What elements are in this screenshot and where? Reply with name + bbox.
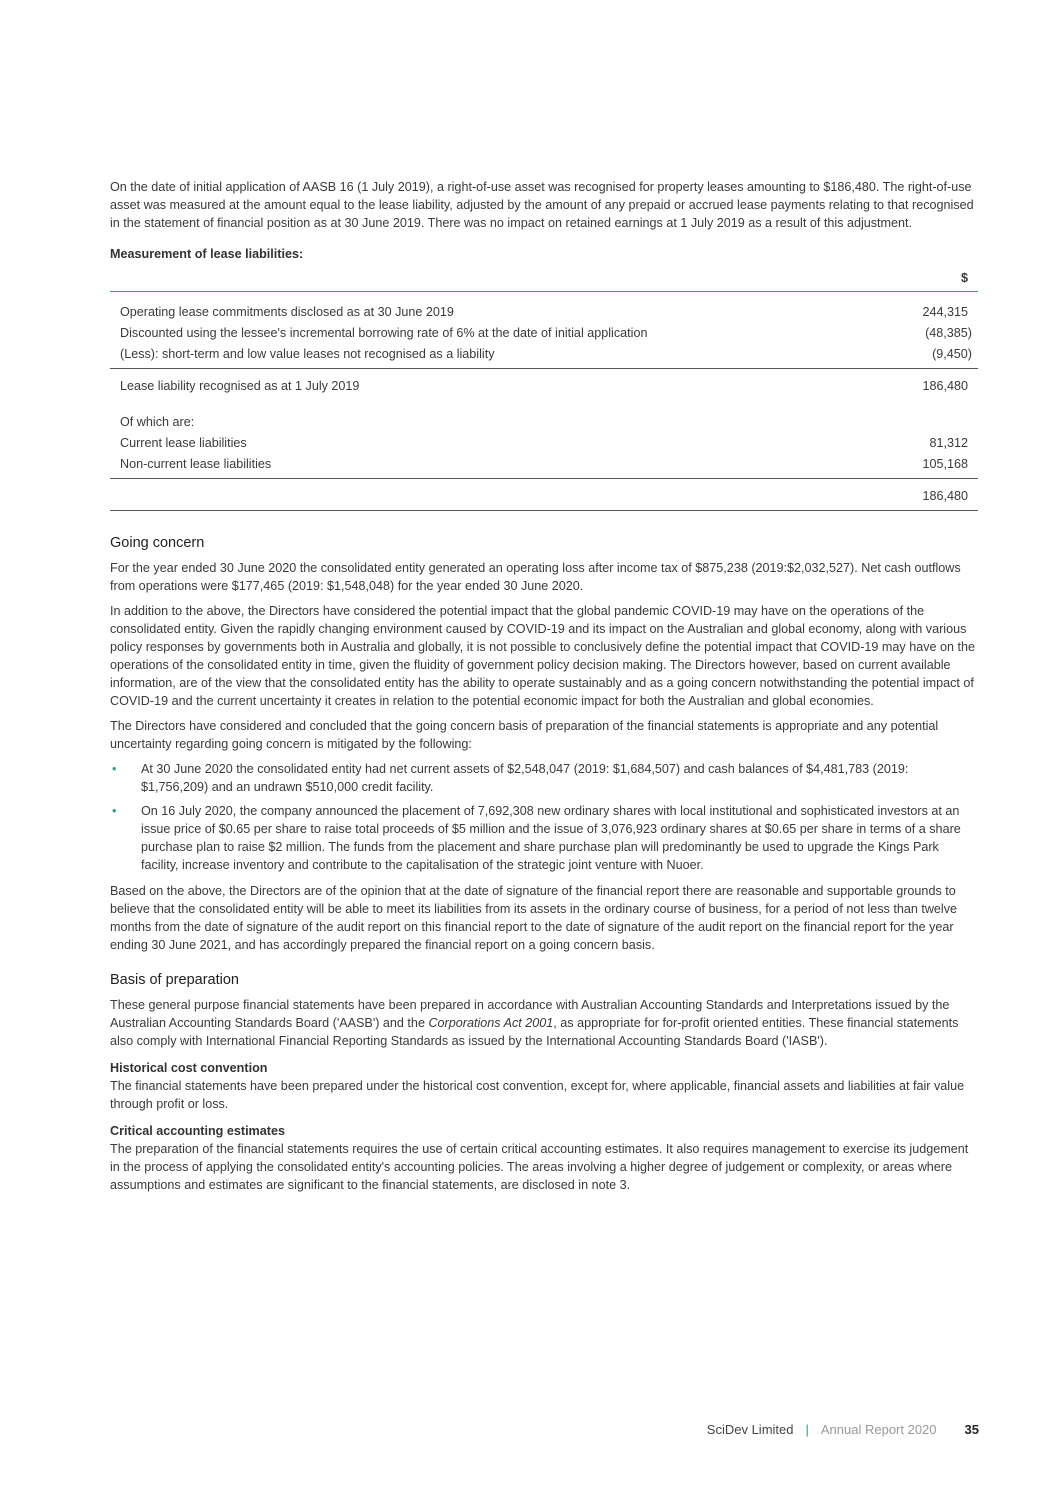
footer-separator: | xyxy=(805,1422,809,1437)
going-concern-paragraph: For the year ended 30 June 2020 the consolidated entity generated an operating loss after income tax of $875,238 (2019:$2,032,527). Net cash outflows from operations were $177,465 (2019: $1,548,048) for the year ended 30 June 2020. xyxy=(110,561,961,593)
going-concern-paragraph: The Directors have considered and concluded that the going concern basis of preparation of the financial statements is appropriate and any potential uncertainty regarding going concern is mitigated by the following: xyxy=(110,719,939,751)
row-value: (9,450) xyxy=(932,347,972,361)
historical-heading: Historical cost convention xyxy=(110,1061,268,1075)
bullet-icon: • xyxy=(112,804,117,818)
bullet-icon: • xyxy=(112,762,117,776)
basis-paragraph xyxy=(110,996,978,1050)
row-value: 186,480 xyxy=(922,489,968,503)
lease-rows-group-1 xyxy=(110,302,978,365)
list-item xyxy=(110,760,978,796)
lease-heading: Measurement of lease liabilities: xyxy=(110,247,304,261)
critical-heading: Critical accounting estimates xyxy=(110,1124,285,1138)
table-row xyxy=(110,433,978,454)
of-which-label xyxy=(110,412,978,433)
going-concern-bullets xyxy=(110,760,978,874)
row-label: Current lease liabilities xyxy=(120,436,247,450)
section-heading-basis: Basis of preparation xyxy=(110,972,239,988)
table-row xyxy=(110,376,978,397)
basis-text: These general purpose financial statements have been prepared in accordance with Australian Accounting Standards and Interpretations issued by the Australian Accounting Standards Board ('AASB') and the xyxy=(110,998,950,1030)
row-label: Of which are: xyxy=(120,415,195,429)
section-heading-going-concern: Going concern xyxy=(110,535,205,551)
basis-text: , as appropriate for for-profit oriented entities. These financial statements also comply with International Financial Reporting Standards as issued by the International Accounting Standards Board ('IASB'). xyxy=(110,1016,959,1048)
row-label: Non-current lease liabilities xyxy=(120,457,272,471)
row-value: 81,312 xyxy=(929,436,968,450)
going-concern-paragraph: Based on the above, the Directors are of the opinion that at the date of signature of the financial report there are reasonable and supportable grounds to believe that the consolidated entity will be able to meet its liabilities from its assets in the ordinary course of business, for a period of not less than twelve months from the date of signature of the audit report on this financial report to the date of signature of the audit report on the financial report for the year ending 30 June 2021, and has accordingly prepared the financial report on a going concern basis. xyxy=(110,884,958,952)
historical-text: The financial statements have been prepared under the historical cost convention, except for, where applicable, financial assets and liabilities at fair value through profit or loss. xyxy=(110,1079,965,1111)
table-row xyxy=(110,323,978,344)
row-value: (48,385) xyxy=(925,326,972,340)
row-label: Lease liability recognised as at 1 July 2019 xyxy=(120,379,360,393)
currency-header: $ xyxy=(960,271,968,285)
row-value: 244,315 xyxy=(922,305,968,319)
lease-table xyxy=(110,267,978,511)
bullet-text: At 30 June 2020 the consolidated entity had net current assets of $2,548,047 (2019: $1,684,507) and cash balances of $4,481,783 (2019: $1,756,209) and an undrawn $510,000 credit facility. xyxy=(141,762,909,794)
row-label: (Less): short-term and low value leases not recognised as a liability xyxy=(120,347,495,361)
table-row-total xyxy=(110,486,978,507)
page-content xyxy=(110,178,978,1194)
row-label: Operating lease commitments disclosed as at 30 June 2019 xyxy=(120,305,454,319)
lease-rows-group-2 xyxy=(110,433,978,475)
page-footer xyxy=(707,1422,979,1437)
table-row xyxy=(110,302,978,323)
bullet-text: On 16 July 2020, the company announced the placement of 7,692,308 new ordinary shares with local institutional and sophisticated investors at an issue price of $0.65 per share to raise total proceeds of $5 million and the issue of 3,076,923 ordinary shares at $0.65 per share in terms of a share purchase plan to raise $2 million. The funds from the placement and share purchase plan will predominantly be used to upgrade the Kings Park facility, increase inventory and contribute to the capitalisation of the strategic joint venture with Nuoer. xyxy=(141,804,961,872)
row-label: Discounted using the lessee's incremental borrowing rate of 6% at the date of initial application xyxy=(120,326,648,340)
table-row xyxy=(110,454,978,475)
row-value: 105,168 xyxy=(922,457,968,471)
list-item xyxy=(110,802,978,874)
footer-report: Annual Report 2020 xyxy=(820,1422,937,1437)
intro-paragraph: On the date of initial application of AASB 16 (1 July 2019), a right-of-use asset was recognised for property leases amounting to $186,480. The right-of-use asset was measured at the amount equal to the lease liability, adjusted by the amount of any prepaid or accrued lease payments relating to that recognised in the statement of financial position as at 30 June 2019. There was no impact on retained earnings at 1 July 2019 as a result of this adjustment. xyxy=(110,180,974,230)
footer-company: SciDev Limited xyxy=(706,1422,794,1437)
row-value: 186,480 xyxy=(922,379,968,393)
table-bottom-rule xyxy=(110,510,978,511)
going-concern-paragraph: In addition to the above, the Directors have considered the potential impact that the global pandemic COVID-19 may have on the operations of the consolidated entity. Given the rapidly changing environment caused by COVID-19 and its impact on the Australian and global economy, along with various policy responses by governments both in Australia and globally, it is not possible to conclusively define the potential impact that COVID-19 may have on the operations of the consolidated entity in time, given the fluidity of government policy decision making. The Directors however, based on current available information, are of the view that the consolidated entity has the ability to operate sustainably and as a going concern notwithstanding the potential impact of COVID-19 and the current uncertainty it creates in relation to the potential economic impact for both the Australian and global economies. xyxy=(110,604,976,708)
table-row xyxy=(110,344,978,365)
basis-italic-text: Corporations Act 2001 xyxy=(428,1016,554,1030)
page-number: 35 xyxy=(964,1422,979,1437)
critical-text: The preparation of the financial statements requires the use of certain critical accounting estimates. It also requires management to exercise its judgement in the process of applying the consolidated entity's accounting policies. The areas involving a higher degree of judgement or complexity, or areas where assumptions and estimates are significant to the financial statements, are disclosed in note 3. xyxy=(110,1142,969,1192)
